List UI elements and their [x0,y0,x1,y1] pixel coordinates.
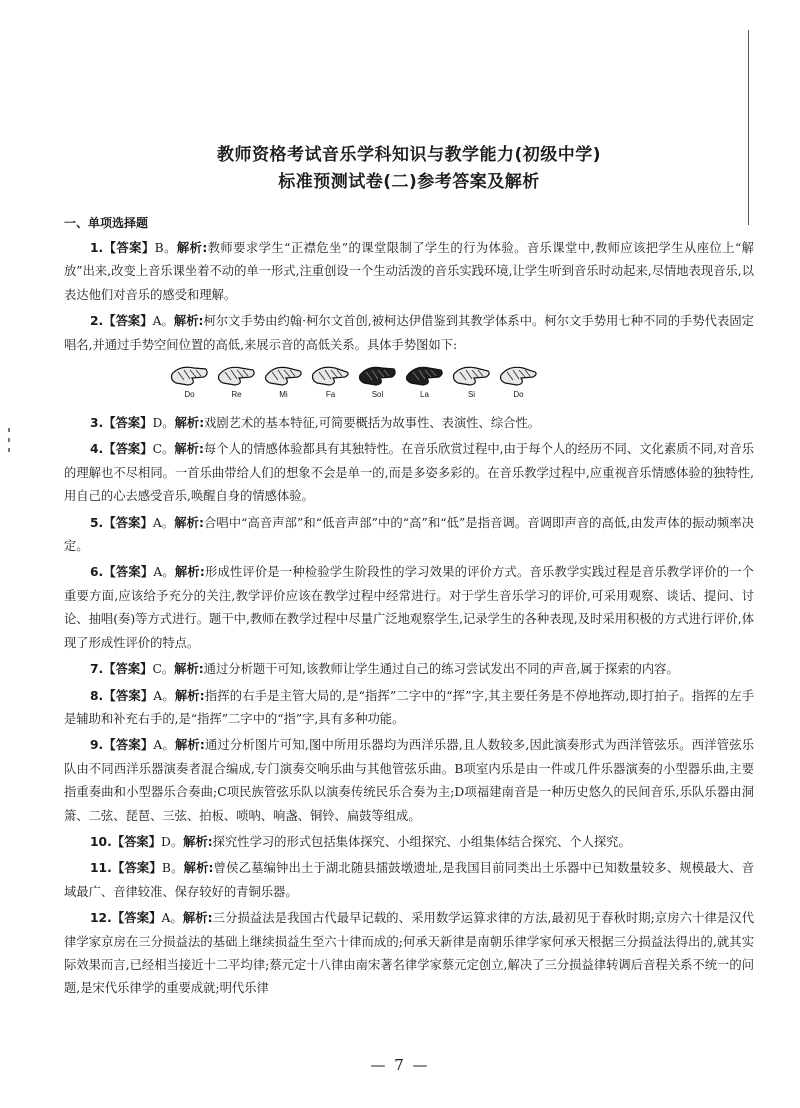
answer-value: D。 [161,834,184,849]
answer-item [64,310,754,357]
answer-item [64,412,754,435]
answer-label: 【答案】 [103,241,155,255]
analysis-label: 解析: [182,911,213,926]
analysis-label: 解析: [174,515,204,530]
hand-sign-icon [309,360,352,390]
analysis-label: 解析: [174,565,205,580]
answer-item [64,734,754,828]
answer-value: A。 [161,911,183,926]
answer-value: A。 [153,738,175,753]
answer-value: C。 [152,662,175,677]
hand-sign [497,360,540,400]
hand-sign-icon [262,360,305,390]
hand-sign [262,360,305,400]
hand-sign-label: Mi [279,390,288,400]
hand-sign [168,360,211,400]
analysis-text: 教师要求学生“正襟危坐”的课堂限制了学生的行为体验。音乐课堂中,教师应该把学生从座位上“解放”出来,改变上音乐课坐着不动的单一形式,注重创设一个生动活泼的音乐实践环境,让学生听到音乐时动起来,尽情地表现音乐,以表达他们对音乐的感受和理解。 [64,241,754,302]
answer-value: C。 [152,442,175,457]
analysis-text: 三分损益法是我国古代最早记载的、采用数学运算求律的方法,最初见于春秋时期;京房六十律是汉代律学家京房在三分损益法的基础上继续损益生至六十律而成的;何承天新律是南朝乐律学家何承天根据三分损益法得出的,就其实际效果而言,已经相当接近十二平均律;蔡元定十八律由南宋著名律学家蔡元定创立,解决了三分损益律转调后音程关系不统一的问题,是宋代乐律学的重要成就;明代乐律 [64,911,754,996]
answer-item [64,561,754,655]
hand-sign-label: La [420,390,429,400]
item-number: 5. [90,515,104,530]
item-number: 7. [90,662,104,677]
hand-sign-label: Do [513,390,524,400]
answer-item [64,685,754,732]
hand-sign-label: Re [231,390,242,400]
analysis-text: 通过分析图片可知,图中所用乐器均为西洋乐器,且人数较多,因此演奏形式为西洋管弦乐。西洋管弦乐队由不同西洋乐器演奏者混合编成,专门演奏交响乐曲与其他管弦乐曲。B项室内乐是由一件或几件乐器演奏的小型器乐曲,主要指重奏曲和小型器乐合奏曲;C项民族管弦乐队以演奏传统民乐合奏为主;D项福建南音是一种历史悠久的民间音乐,乐队乐器由洞箫、二弦、琵琶、三弦、拍板、唢呐、响盏、铜铃、扁鼓等组成。 [64,738,754,823]
analysis-text: 探究性学习的形式包括集体探究、小组探究、小组集体结合探究、个人探究。 [212,834,631,849]
answer-label: 【答案】 [111,861,162,876]
hand-sign-icon [356,360,399,390]
analysis-label: 解析: [183,861,214,876]
curwen-hand-signs [168,360,754,404]
hand-sign [403,360,446,400]
analysis-text: 每个人的情感体验都具有其独特性。在音乐欣赏过程中,由于每个人的经历不同、文化素质不同,对音乐的理解也不尽相同。一首乐曲带给人们的想象不会是单一的,而是多姿多彩的。在音乐教学过程中,应重视音乐情感体验的独特性,用自己的心去感受音乐,唤醒自身的情感体验。 [64,442,754,504]
answer-label: 【答案】 [103,515,153,530]
item-number: 3. [90,416,104,431]
hand-sign [215,360,258,400]
answer-value: B。 [154,241,177,255]
answer-item [64,512,754,559]
item-number: 2. [90,314,104,329]
item-number: 1. [90,241,104,255]
analysis-label: 解析: [183,834,213,849]
item-number: 10. [90,834,112,849]
answer-item [64,831,754,854]
answer-label: 【答案】 [103,314,153,329]
answer-label: 【答案】 [103,416,153,431]
analysis-label: 解析: [174,688,205,703]
analysis-text: 戏剧艺术的基本特征,可简要概括为故事性、表演性、综合性。 [204,416,541,431]
hand-sign-label: Si [467,390,476,400]
analysis-label: 解析: [174,442,204,457]
answer-value: D。 [152,416,175,431]
analysis-label: 解析: [176,241,208,255]
item-number: 9. [90,738,104,753]
hand-sign-icon [497,360,540,390]
section-title: 一、单项选择题 [64,216,149,230]
item-number: 4. [90,442,104,457]
item-number: 8. [90,688,104,703]
item-number: 12. [90,911,112,926]
answer-value: A。 [153,565,175,580]
answer-item [64,857,754,904]
hand-sign-label: Fa [325,390,336,400]
answer-list [64,237,754,1001]
page-title: 教师资格考试音乐学科知识与教学能力(初级中学) [216,145,602,165]
answer-label: 【答案】 [103,662,153,677]
hand-sign-icon [215,360,258,390]
analysis-text: 通过分析题干可知,该教师让学生通过自己的练习尝试发出不同的声音,属于探索的内容。 [203,662,679,677]
answer-item [64,658,754,681]
hand-sign-label: Sol [371,390,384,400]
page-subtitle: 标准预测试卷(二)参考答案及解析 [278,172,540,192]
scan-edge-mark [8,428,10,432]
answer-label: 【答案】 [103,565,154,580]
item-number: 11. [90,861,112,876]
analysis-label: 解析: [174,662,204,677]
page-number: — 7 — [370,1056,430,1074]
item-number: 6. [90,565,104,580]
answer-value: A。 [152,515,175,530]
hand-sign-icon [168,360,211,390]
hand-sign [309,360,352,400]
answer-page [64,142,754,1004]
analysis-label: 解析: [173,314,204,329]
hand-sign-label: Do [184,390,195,400]
answer-value: B。 [161,861,184,876]
answer-label: 【答案】 [103,442,153,457]
answer-label: 【答案】 [103,688,154,703]
analysis-text: 柯尔文手势由约翰·柯尔文首创,被柯达伊借鉴到其教学体系中。柯尔文手势用七种不同的手势代表固定唱名,并通过手势空间位置的高低,来展示音的高低关系。具体手势图如下: [64,314,754,352]
answer-label: 【答案】 [111,834,161,849]
answer-value: A。 [153,688,175,703]
analysis-label: 解析: [174,416,205,431]
hand-sign-icon [403,360,446,390]
hand-sign-icon [450,360,493,390]
answer-label: 【答案】 [111,911,162,926]
answer-item [64,907,754,1001]
scan-edge-mark [8,448,10,452]
answer-item [64,438,754,508]
scan-edge-mark [8,438,10,442]
answer-label: 【答案】 [103,738,154,753]
analysis-text: 曾侯乙墓编钟出土于湖北随县擂鼓墩遗址,是我国目前同类出土乐器中已知数量较多、规模最大、音域最广、音律较准、保存较好的青铜乐器。 [64,861,754,899]
analysis-label: 解析: [174,738,205,753]
analysis-text: 指挥的右手是主管大局的,是“指挥”二字中的“挥”字,其主要任务是不停地挥动,即打拍子。指挥的左手是辅助和补充右手的,是“指挥”二字中的“指”字,具有多种功能。 [64,688,754,726]
analysis-text: 合唱中“高音声部”和“低音声部”中的“高”和“低”是指音调。音调即声音的高低,由发声体的振动频率决定。 [64,515,754,554]
hand-sign [450,360,493,400]
analysis-text: 形成性评价是一种检验学生阶段性的学习效果的评价方式。音乐教学实践过程是音乐教学评价的一个重要方面,应该给予充分的关注,教学评价应该在教学过程中经常进行。对于学生音乐学习的评价,可采用观察、谈话、提问、讨论、抽唱(奏)等方式进行。题干中,教师在教学过程中尽量广泛地观察学生,记录学生的各种表现,及时采用积极的方式进行评价,体现了形成性评价的特点。 [64,565,754,650]
answer-value: A。 [152,314,174,329]
hand-sign [356,360,399,400]
answer-item [64,237,754,307]
